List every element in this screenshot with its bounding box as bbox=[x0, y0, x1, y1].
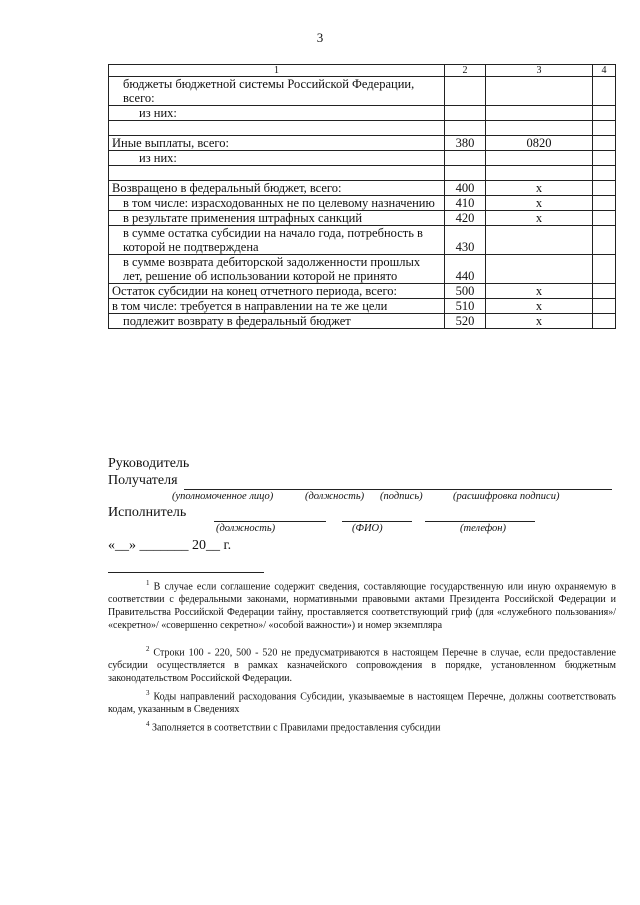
row-code bbox=[445, 151, 486, 166]
row-code bbox=[445, 106, 486, 121]
row-kbk: x bbox=[486, 181, 593, 196]
row-kbk bbox=[486, 166, 593, 181]
row-code bbox=[445, 77, 486, 106]
row-sum[interactable] bbox=[593, 211, 616, 226]
row-kbk: x bbox=[486, 196, 593, 211]
row-kbk bbox=[486, 226, 593, 255]
row-sum[interactable] bbox=[593, 151, 616, 166]
executor-caption-name: (ФИО) bbox=[352, 523, 383, 534]
row-kbk bbox=[486, 255, 593, 284]
header-col-2: 2 bbox=[445, 65, 486, 77]
table-row bbox=[109, 106, 616, 121]
table-row bbox=[109, 151, 616, 166]
table-row bbox=[109, 284, 616, 299]
row-label bbox=[109, 121, 445, 136]
footnote-4: $^4$ Заполняется в соответствии с Правилами предоставления субсидии bbox=[146, 720, 441, 734]
executor-phone-line[interactable] bbox=[425, 521, 535, 522]
row-code: 430 bbox=[445, 226, 486, 255]
row-label: из них: bbox=[109, 151, 445, 166]
row-sum[interactable] bbox=[593, 136, 616, 151]
row-code: 380 bbox=[445, 136, 486, 151]
row-label: в результате применения штрафных санкций bbox=[109, 211, 445, 226]
head-caption-decoding: (расшифровка подписи) bbox=[453, 491, 560, 502]
row-kbk bbox=[486, 121, 593, 136]
row-sum[interactable] bbox=[593, 181, 616, 196]
executor-caption-phone: (телефон) bbox=[460, 523, 506, 534]
table-row bbox=[109, 196, 616, 211]
row-label: подлежит возврату в федеральный бюджет bbox=[109, 314, 445, 329]
table-header-row bbox=[109, 65, 616, 77]
row-kbk bbox=[486, 77, 593, 106]
header-col-1: 1 bbox=[109, 65, 445, 77]
table-row bbox=[109, 211, 616, 226]
row-label: Остаток субсидии на конец отчетного периода, всего: bbox=[109, 284, 445, 299]
row-kbk: 0820 bbox=[486, 136, 593, 151]
page-number: 3 bbox=[316, 30, 324, 45]
executor-position-line[interactable] bbox=[214, 521, 326, 522]
row-label bbox=[109, 166, 445, 181]
row-sum[interactable] bbox=[593, 106, 616, 121]
executor-label: Исполнитель bbox=[108, 505, 187, 520]
head-signature-line[interactable] bbox=[184, 489, 612, 490]
head-label-1: Руководитель bbox=[108, 456, 190, 471]
report-table bbox=[108, 64, 616, 329]
footnote-1: $^1$ В случае если соглашение содержит сведения, составляющие государственную или иную охраняемую в соответствии с федеральными законами, нормативными правовыми актами Президента Российской Федерации и Правительства Российской Федерации тайну, проставляется соответствующий гриф (для «служебного пользования»/ «секретно»/ «совершенно секретно»/ «особой важности») и номер экземпляра bbox=[108, 579, 616, 632]
row-label: в том числе: требуется в направлении на те же цели bbox=[109, 299, 445, 314]
row-sum[interactable] bbox=[593, 166, 616, 181]
row-code: 510 bbox=[445, 299, 486, 314]
table-row bbox=[109, 181, 616, 196]
row-sum[interactable] bbox=[593, 121, 616, 136]
footnote-2: $^2$ Строки 100 - 220, 500 - 520 не предусматриваются в настоящем Перечне в случае, если предоставление субсидии осуществляется в рамках казначейского сопровождения в порядке, установленном бюджетным законодательством Российской Федерации. bbox=[108, 645, 616, 685]
row-label: из них: bbox=[109, 106, 445, 121]
row-code: 500 bbox=[445, 284, 486, 299]
row-kbk bbox=[486, 106, 593, 121]
row-sum[interactable] bbox=[593, 77, 616, 106]
table-row bbox=[109, 136, 616, 151]
row-code bbox=[445, 121, 486, 136]
executor-caption-position: (должность) bbox=[216, 523, 276, 534]
row-label: бюджеты бюджетной системы Российской Федерации, всего: bbox=[109, 77, 445, 106]
head-caption-position: (должность) bbox=[305, 491, 365, 502]
executor-name-line[interactable] bbox=[342, 521, 412, 522]
table-row bbox=[109, 166, 616, 181]
row-sum[interactable] bbox=[593, 299, 616, 314]
row-kbk: x bbox=[486, 211, 593, 226]
row-code: 420 bbox=[445, 211, 486, 226]
date-line[interactable]: «__» _______ 20__ г. bbox=[108, 538, 232, 553]
row-code bbox=[445, 166, 486, 181]
table-row bbox=[109, 255, 616, 284]
row-code: 520 bbox=[445, 314, 486, 329]
head-caption-signature: (подпись) bbox=[380, 491, 423, 502]
row-kbk bbox=[486, 151, 593, 166]
row-code: 440 bbox=[445, 255, 486, 284]
table-row bbox=[109, 77, 616, 106]
row-label: Иные выплаты, всего: bbox=[109, 136, 445, 151]
row-code: 410 bbox=[445, 196, 486, 211]
table-row bbox=[109, 121, 616, 136]
row-label: в сумме остатка субсидии на начало года, потребность в которой не подтверждена bbox=[109, 226, 445, 255]
row-sum[interactable] bbox=[593, 314, 616, 329]
table-row bbox=[109, 299, 616, 314]
head-label-2: Получателя bbox=[108, 473, 178, 488]
row-sum[interactable] bbox=[593, 196, 616, 211]
footnote-separator bbox=[108, 572, 264, 573]
row-sum[interactable] bbox=[593, 226, 616, 255]
header-col-4: 4 bbox=[593, 65, 616, 77]
row-label: в сумме возврата дебиторской задолженности прошлых лет, решение об использовании которой не принято bbox=[109, 255, 445, 284]
row-kbk: x bbox=[486, 299, 593, 314]
head-caption-person: (уполномоченное лицо) bbox=[172, 491, 274, 502]
footnote-3: $^3$ Коды направлений расходования Субсидии, указываемые в настоящем Перечне, должны соответствовать кодам, указанным в Сведениях bbox=[108, 689, 616, 716]
row-kbk: x bbox=[486, 284, 593, 299]
row-label: Возвращено в федеральный бюджет, всего: bbox=[109, 181, 445, 196]
header-col-3: 3 bbox=[486, 65, 593, 77]
row-code: 400 bbox=[445, 181, 486, 196]
table-row bbox=[109, 314, 616, 329]
table-row bbox=[109, 226, 616, 255]
row-sum[interactable] bbox=[593, 284, 616, 299]
row-label: в том числе: израсходованных не по целевому назначению bbox=[109, 196, 445, 211]
row-kbk: x bbox=[486, 314, 593, 329]
row-sum[interactable] bbox=[593, 255, 616, 284]
